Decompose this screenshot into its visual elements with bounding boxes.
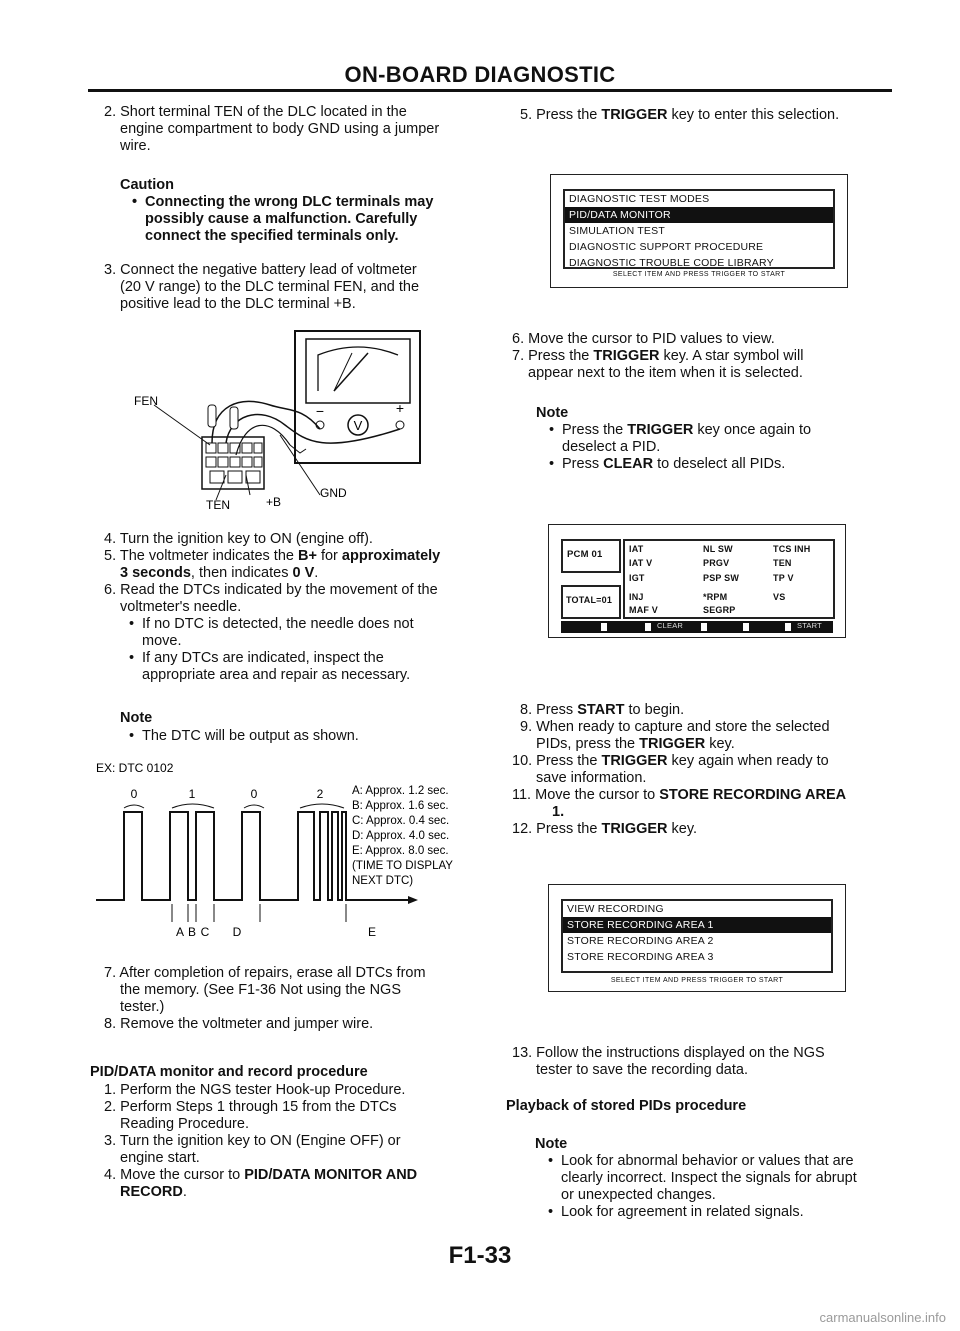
pid-row — [629, 557, 829, 571]
note-line: • The DTC will be output as shown. — [142, 728, 359, 745]
right-step-6-7 — [512, 331, 803, 382]
text-line: engine start. — [120, 1150, 200, 1166]
text-line: possibly cause a malfunction. Carefully — [145, 211, 418, 227]
ngs-menu-screen — [550, 174, 848, 288]
text-line: clearly incorrect. Inspect the signals for abrupt — [561, 1170, 857, 1186]
step-12 — [512, 821, 846, 838]
record-menu-screen — [548, 884, 846, 992]
pid-item[interactable]: INJ — [629, 591, 644, 602]
playback-title: Playback of stored PIDs procedure — [506, 1098, 747, 1114]
plus-terminal-label: + — [395, 400, 405, 416]
step-7 — [512, 348, 803, 365]
text-line: • If no DTC is detected, the needle does not — [142, 616, 414, 633]
text-line: voltmeter's needle. — [120, 599, 242, 615]
text: , then indicates — [190, 565, 293, 581]
menu-item[interactable]: DIAGNOSTIC SUPPORT PROCEDURE — [569, 241, 764, 253]
dtc-pulse-diagram — [96, 760, 476, 938]
pid-item[interactable]: PSP SW — [703, 573, 740, 583]
text-bold: TRIGGER — [639, 736, 706, 752]
pid-select-screen — [548, 524, 846, 638]
page-number: F1-33 — [448, 1242, 512, 1269]
step-8 — [512, 702, 846, 719]
legend-line: NEXT DTC) — [352, 875, 414, 887]
pcm-box — [561, 539, 621, 573]
softkey-5[interactable] — [785, 623, 791, 631]
pid-item[interactable]: NL SW — [703, 544, 733, 554]
text-line: save information. — [536, 770, 647, 786]
text-bold: STORE RECORDING AREA — [659, 787, 847, 803]
text-line: • Look for abnormal behavior or values that are — [561, 1153, 857, 1170]
pid-item[interactable]: IAT — [629, 544, 644, 554]
caution-body — [145, 194, 433, 245]
mark-label: B — [187, 925, 197, 938]
text: 11. Move the cursor to — [512, 787, 660, 803]
text-bold: TRIGGER — [601, 821, 668, 837]
pid-item[interactable]: TEN — [773, 557, 792, 568]
screen-footer: SELECT ITEM AND PRESS TRIGGER TO START — [612, 271, 786, 278]
menu-item[interactable]: STORE RECORDING AREA 3 — [567, 951, 714, 963]
dtc-example-label: EX: DTC 0102 — [96, 761, 174, 775]
total-label: TOTAL=01 — [566, 595, 613, 605]
text-line: 9. When ready to capture and store the selected — [520, 719, 830, 735]
clear-softkey[interactable]: CLEAR — [657, 621, 684, 630]
total-box — [561, 585, 621, 619]
right-note-title: Note — [536, 405, 569, 421]
text-line: 1. Perform the NGS tester Hook-up Procedure. — [104, 1082, 406, 1098]
digit-label: 1 — [188, 787, 196, 801]
pid-grid — [629, 543, 829, 618]
pid-item[interactable]: VS — [773, 591, 786, 602]
text-bold: TRIGGER — [593, 348, 660, 364]
text: to deselect all PIDs. — [653, 456, 786, 472]
page-title: ON-BOARD DIAGNOSTIC — [344, 62, 616, 87]
pid-item[interactable]: MAF V — [629, 605, 658, 615]
text: . — [314, 565, 319, 581]
menu-item[interactable]: DIAGNOSTIC TROUBLE CODE LIBRARY — [569, 257, 774, 269]
plus-b-label: +B — [266, 495, 282, 509]
legend-line: (TIME TO DISPLAY — [352, 860, 453, 872]
text: key. — [705, 736, 735, 752]
pid-procedure-title: PID/DATA monitor and record procedure — [90, 1064, 368, 1080]
digit-label: 0 — [130, 787, 138, 801]
pid-item[interactable]: TCS INH — [773, 544, 811, 554]
text: 8. Press — [520, 702, 578, 718]
pid-procedure-steps — [104, 1082, 417, 1201]
pid-row — [629, 543, 829, 557]
text-bold: approximately — [341, 548, 441, 564]
text-line: move. — [142, 633, 182, 649]
text-line: 2. Perform Steps 1 through 15 from the DTCs — [104, 1099, 397, 1115]
softkey-1[interactable] — [601, 623, 607, 631]
right-step-13 — [512, 1045, 825, 1079]
text-line: wire. — [120, 138, 151, 154]
text-line: deselect a PID. — [562, 439, 661, 455]
pid-step-4-cont — [104, 1184, 417, 1201]
text: 12. Press the — [512, 821, 602, 837]
text-line: 2. Short terminal TEN of the DLC located in the — [104, 104, 407, 120]
softkey-2[interactable] — [645, 623, 651, 631]
text-line: appear next to the item when it is selected. — [528, 365, 803, 381]
left-step-4-6 — [104, 531, 440, 616]
step-9-cont — [512, 736, 846, 753]
text-bold: B+ — [297, 548, 317, 564]
text-line: tester.) — [120, 999, 165, 1015]
step-6-bullets — [142, 616, 414, 684]
menu-item[interactable]: STORE RECORDING AREA 2 — [567, 935, 714, 947]
pid-item[interactable]: SEGRP — [703, 605, 736, 615]
text-line: 13. Follow the instructions displayed on the NGS — [512, 1045, 825, 1061]
volt-symbol: V — [353, 418, 363, 433]
text-bold: TRIGGER — [601, 107, 668, 123]
minus-terminal-label: − — [315, 403, 325, 419]
mark-label: C — [200, 925, 210, 938]
header-rule — [88, 89, 892, 92]
legend-line: A: Approx. 1.2 sec. — [352, 785, 449, 797]
step-5-line1 — [104, 548, 440, 565]
text: . — [182, 1184, 187, 1200]
step-11 — [512, 787, 846, 804]
text-line: positive lead to the DLC terminal +B. — [120, 296, 356, 312]
pid-item[interactable]: IAT V — [629, 557, 653, 568]
ten-label: TEN — [206, 498, 230, 512]
mark-label: D — [232, 925, 242, 938]
step-10 — [512, 753, 846, 770]
pid-item[interactable]: IGT — [629, 573, 645, 583]
note-title: Note — [120, 710, 153, 726]
digit-label: 2 — [316, 787, 324, 801]
start-softkey[interactable]: START — [797, 621, 822, 630]
text: key. A star symbol will — [659, 348, 804, 364]
legend-line: D: Approx. 4.0 sec. — [352, 830, 450, 842]
menu-item[interactable]: DIAGNOSTIC TEST MODES — [569, 193, 710, 205]
note-bullet — [562, 422, 811, 439]
playback-note-bullets — [561, 1153, 857, 1221]
text: PIDs, press the — [536, 736, 640, 752]
text: 5. Press the — [520, 107, 602, 123]
menu-item[interactable]: VIEW RECORDING — [567, 903, 664, 915]
text-line: 3. Turn the ignition key to ON (Engine OFF) or — [104, 1133, 401, 1149]
menu-item-selected[interactable]: PID/DATA MONITOR — [565, 207, 833, 223]
text-line: engine compartment to body GND using a jumper — [120, 121, 440, 137]
menu-list — [563, 189, 835, 269]
screen-footer: SELECT ITEM AND PRESS TRIGGER TO START — [610, 977, 784, 984]
mark-label: E — [367, 925, 377, 938]
text-line: 7. After completion of repairs, erase all DTCs from — [104, 965, 426, 981]
pid-item[interactable]: TP V — [773, 573, 794, 583]
text-line: 4. Turn the ignition key to ON (engine off). — [104, 531, 373, 547]
text-line: 6. Read the DTCs indicated by the movement of the — [104, 582, 438, 598]
pcm-label: PCM 01 — [567, 549, 603, 560]
softkey-4[interactable] — [743, 623, 749, 631]
text-bold: START — [577, 702, 625, 718]
text-line: (20 V range) to the DLC terminal FEN, and the — [120, 279, 420, 295]
playback-note-title: Note — [535, 1136, 568, 1152]
record-menu-list — [561, 899, 833, 973]
right-step-5 — [520, 107, 839, 124]
text: for — [316, 548, 342, 564]
watermark: carmanualsonline.info — [819, 1310, 946, 1325]
text: 4. Move the cursor to — [104, 1167, 245, 1183]
text-line: • If any DTCs are indicated, inspect the — [142, 650, 414, 667]
text: key to enter this selection. — [667, 107, 840, 123]
text-bold: 1. — [552, 804, 565, 820]
text-bold: 3 seconds — [120, 565, 191, 581]
text-bold: 0 V — [292, 565, 315, 581]
voltmeter-connection-diagram — [120, 325, 440, 515]
menu-item-selected[interactable]: STORE RECORDING AREA 1 — [563, 917, 831, 933]
pid-row — [629, 591, 829, 605]
caution-title: Caution — [120, 177, 174, 193]
text-line: 3. Connect the negative battery lead of voltmeter — [104, 262, 417, 278]
text: 5. The voltmeter indicates the — [104, 548, 298, 564]
text-bold: RECORD — [120, 1184, 183, 1200]
text-line: the memory. (See F1-36 Not using the NGS — [120, 982, 401, 998]
menu-item[interactable]: SIMULATION TEST — [569, 225, 665, 237]
text: key once again to — [693, 422, 812, 438]
text-line: tester to save the recording data. — [536, 1062, 748, 1078]
text-bold: CLEAR — [603, 456, 654, 472]
text-bold: TRIGGER — [601, 753, 668, 769]
fen-label: FEN — [134, 394, 158, 408]
text: key. — [667, 821, 698, 837]
softkey-bar — [561, 621, 833, 633]
text-line: 6. Move the cursor to PID values to view. — [512, 331, 775, 347]
text-bold: TRIGGER — [627, 422, 694, 438]
text: 10. Press the — [512, 753, 602, 769]
text-line: or unexpected changes. — [561, 1187, 716, 1203]
right-note-bullets — [562, 422, 811, 473]
right-step-8-12 — [512, 702, 846, 838]
text-line: • Look for agreement in related signals. — [561, 1204, 857, 1221]
left-step-7-8 — [104, 965, 426, 1033]
note-bullet — [562, 456, 811, 473]
text: Press — [562, 456, 604, 472]
text: 7. Press the — [512, 348, 594, 364]
legend-line: B: Approx. 1.6 sec. — [352, 800, 449, 812]
left-step-2 — [104, 104, 439, 155]
text: key again when ready to — [667, 753, 829, 769]
text-line: connect the specified terminals only. — [145, 228, 399, 244]
text-line: appropriate area and repair as necessary. — [142, 667, 411, 683]
text: to begin. — [624, 702, 685, 718]
text: Press the — [562, 422, 628, 438]
pid-step-4 — [104, 1167, 417, 1184]
text-bold: PID/DATA MONITOR AND — [244, 1167, 418, 1183]
pid-row — [629, 572, 829, 586]
legend-line: E: Approx. 8.0 sec. — [352, 845, 449, 857]
text-line: • Connecting the wrong DLC terminals may — [145, 194, 433, 211]
pid-item[interactable]: *RPM — [703, 591, 728, 602]
text-line: 8. Remove the voltmeter and jumper wire. — [104, 1016, 374, 1032]
text-line: Reading Procedure. — [120, 1116, 249, 1132]
pid-row — [629, 604, 829, 618]
step-5-line2 — [104, 565, 440, 582]
left-step-3 — [104, 262, 419, 313]
pid-item[interactable]: PRGV — [703, 557, 730, 568]
mark-label: A — [175, 925, 185, 938]
legend-line: C: Approx. 0.4 sec. — [352, 815, 450, 827]
gnd-label: GND — [320, 486, 347, 500]
softkey-3[interactable] — [701, 623, 707, 631]
digit-label: 0 — [250, 787, 258, 801]
